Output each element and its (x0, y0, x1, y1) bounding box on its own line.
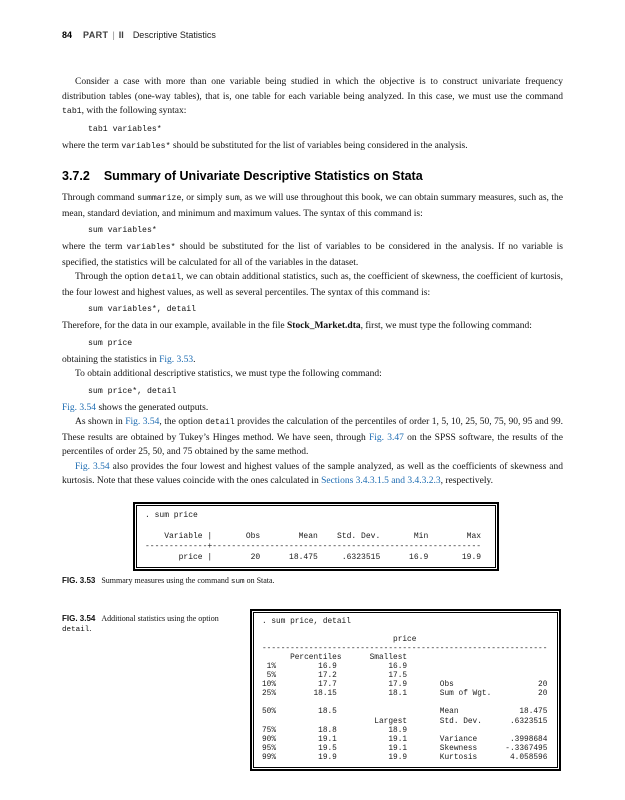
stata-command-line: . sum price, detail (262, 617, 351, 626)
stata-table-row: Largest Std. Dev. .6323515 (262, 717, 548, 726)
paragraph-tab1-intro (62, 75, 563, 120)
caption-text: on Stata. (244, 576, 275, 585)
fig-3-54-caption (62, 614, 250, 636)
text-run: As shown in (75, 417, 126, 427)
figure-3-54 (62, 609, 563, 772)
stata-table-separator: -------------+-------------------------------------------------------- (145, 542, 482, 551)
stata-table-header: Variable | Obs Mean Std. Dev. Min Max (145, 531, 482, 541)
stata-table-row: 10% 17.7 17.9 Obs 20 (262, 681, 548, 690)
part-divider: | (112, 30, 115, 40)
text-run: should be substituted for the list of variables being considered in the analysis. (170, 140, 468, 151)
caption-text: . (89, 624, 92, 633)
section-title: Summary of Univariate Descriptive Statistics on Stata (103, 169, 423, 183)
paragraph-stock-market (62, 319, 563, 334)
code-block-sum-price-detail: sum price*, detail (88, 386, 177, 396)
inline-code-sum: sum (230, 578, 245, 586)
text-run: To obtain additional descriptive statistics, we must type the following command: (75, 369, 382, 379)
inline-code-sum: sum (225, 194, 240, 203)
file-name: Stock_Market.dta (287, 321, 361, 331)
text-run: where the term (62, 140, 122, 151)
text-run: where the term (62, 242, 127, 252)
figure-3-53 (133, 502, 499, 572)
inline-code-variables: variables* (121, 141, 171, 151)
text-run: obtaining the statistics in (62, 354, 160, 365)
section-heading (62, 169, 563, 184)
stata-command-line: . sum price (145, 510, 198, 520)
stata-blank-line (262, 699, 549, 708)
body-column (62, 62, 563, 771)
text-run: , first, we must type the following command: (360, 321, 532, 331)
stata-variable-title: price (262, 635, 417, 644)
text-run: , or simply (181, 193, 225, 203)
text-run: also provides the four lowest and highest values of the sample analyzed, as well as the coefficients of skewness and kurtosis. Note that these values coincide with the ones calculated in (62, 461, 563, 486)
text-run: shows the generated outputs. (96, 402, 209, 413)
stata-output-box-3-53 (133, 502, 499, 572)
stata-table-row: 95% 19.5 19.1 Skewness -.3367495 (262, 744, 548, 753)
stata-table-separator: ------------------------------------------------------------- (262, 644, 548, 653)
paragraph-variables-note-2 (62, 240, 563, 270)
code-block-sum-syntax: sum variables* (88, 226, 157, 235)
paragraph-outputs (62, 401, 563, 416)
link-fig-3-53[interactable]: Fig. 3.53 (159, 354, 194, 365)
link-fig-3-54[interactable]: Fig. 3.54 (75, 461, 110, 472)
inline-code-detail: detail (205, 418, 235, 427)
paragraph-summarize-intro (62, 191, 563, 221)
paragraph-variables-note-1 (62, 139, 563, 155)
stata-table-row: price | 20 18.475 .6323515 16.9 19.9 (145, 552, 482, 562)
fig-label: FIG. 3.53 (62, 576, 96, 585)
stata-table-row: 90% 19.1 19.1 Variance .3998684 (262, 735, 548, 744)
text-run: provides the calculation of the percentiles of order 1, 5, 10, 25, 50, 75, 90, 95 and 99. These results are obtained by Tukey’s Hinges method. We have seen, through (62, 417, 563, 443)
caption-text: Additional statistics using the option (101, 613, 219, 623)
text-run: , as we will use throughout this book, we can obtain summary measures, such as, the mean, standard deviation, and minimum and maximum values. The syntax of this command is: (62, 193, 563, 219)
paragraph-obtaining-stats (62, 353, 563, 368)
stata-blank-line (145, 521, 487, 532)
text-run: , the option (159, 417, 206, 427)
text-run: , with the following syntax: (81, 106, 187, 116)
inline-code-detail: detail (151, 273, 182, 282)
text-run: Through command (62, 193, 138, 203)
stata-column-headers: Percentiles Smallest (262, 653, 408, 662)
paragraph-percentiles (62, 415, 563, 460)
stata-table-row: 75% 18.8 18.9 (262, 726, 408, 735)
inline-code-detail: detail (62, 626, 90, 634)
link-fig-3-54[interactable]: Fig. 3.54 (125, 417, 160, 427)
inline-code-variables: variables* (126, 243, 176, 252)
part-title: Descriptive Statistics (132, 30, 216, 40)
stata-table-row: 99% 19.9 19.9 Kurtosis 4.058596 (262, 753, 548, 762)
inline-code-summarize: summarize (137, 194, 182, 203)
text-run: should be substituted for the list of variables to be considered in the analysis. If no variable is specified, the statistics will be calculated for all of the variables in the dataset. (62, 242, 563, 268)
text-run: Therefore, for the data in our example, available in the file (62, 321, 287, 331)
stata-blank-line (262, 627, 549, 636)
inline-code-tab1: tab1 (62, 107, 82, 116)
link-fig-3-47[interactable]: Fig. 3.47 (368, 432, 404, 443)
stata-table-row: 1% 16.9 16.9 (262, 662, 408, 671)
text-run: Through the option (75, 272, 152, 282)
fig-3-53-caption (62, 576, 563, 588)
part-label: PART (83, 30, 109, 40)
stata-output-box-3-54 (250, 609, 561, 772)
section-number: 3.7.2 (62, 169, 90, 183)
code-block-tab1-syntax: tab1 variables* (88, 124, 162, 134)
link-sections-3-4-3[interactable]: Sections 3.4.3.1.5 and 3.4.3.2.3 (321, 476, 441, 486)
paragraph-detail-option (62, 270, 563, 300)
code-block-sum-price: sum price (88, 338, 133, 348)
paragraph-skewness-kurtosis (62, 460, 563, 489)
fig-label: FIG. 3.54 (62, 613, 96, 623)
stata-table-row: 5% 17.2 17.5 (262, 672, 408, 681)
text-run: . (193, 354, 196, 365)
stata-table-row: 25% 18.15 18.1 Sum of Wgt. 20 (262, 690, 548, 699)
code-block-sum-detail-syntax: sum variables*, detail (88, 305, 197, 314)
text-run: Consider a case with more than one variable being studied in which the objective is to construct univariate frequency distribution tables (one-way tables), that is, one table for each variable being analyzed. In this case, we must use the command (62, 77, 563, 102)
text-run: on the SPSS software, the results of the percentiles of order 25, 50, and 75 obtained by the same method. (62, 432, 563, 457)
text-run: , respectively. (440, 476, 494, 486)
page-number: 84 (62, 30, 73, 40)
running-header (62, 30, 563, 41)
stata-table-row: 50% 18.5 Mean 18.475 (262, 708, 548, 717)
paragraph-additional-stats (62, 367, 563, 382)
part-number: II (118, 30, 124, 40)
link-fig-3-54[interactable]: Fig. 3.54 (62, 402, 97, 413)
text-run: , we can obtain additional statistics, such as, the coefficient of skewness, the coefficient of kurtosis, the four lowest and highest values, as well as several percentiles. The syntax of this command is: (62, 272, 563, 298)
caption-text: Summary measures using the command (101, 576, 231, 585)
